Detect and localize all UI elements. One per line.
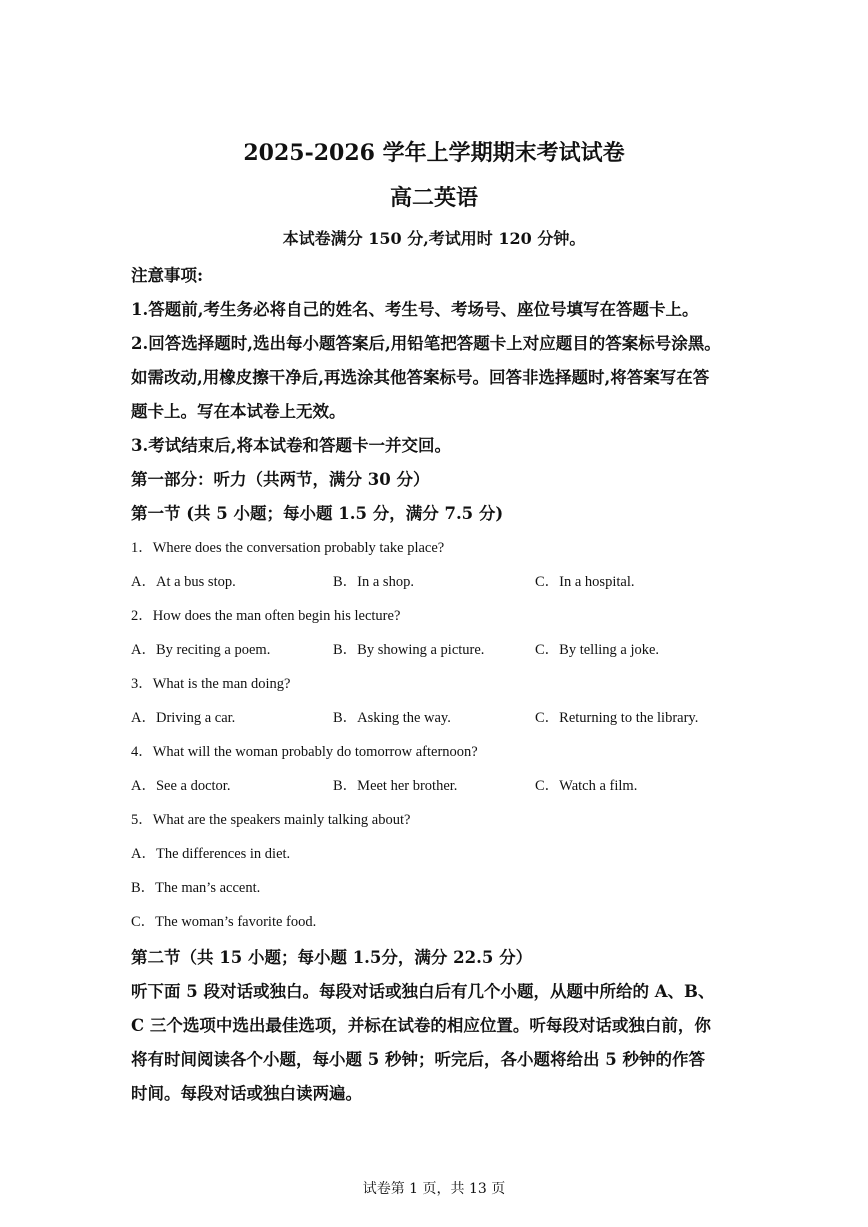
note-line: 3.考试结束后,将本试卷和答题卡一并交回。 xyxy=(131,436,451,455)
note-line: 2.回答选择题时,选出每小题答案后,用铅笔把答题卡上对应题目的答案标号涂黑。 xyxy=(131,334,721,353)
note-line: 1.答题前,考生务必将自己的姓名、考生号、考场号、座位号填写在答题卡上。 xyxy=(131,300,699,319)
part1-heading: 第一部分：听力（共两节，满分 30 分） xyxy=(131,470,430,489)
question-5: 5．What are the speakers mainly talking about? xyxy=(131,812,411,828)
note-line: 题卡上。写在本试卷上无效。 xyxy=(131,402,346,421)
question-1: 1．Where does the conversation probably take place? xyxy=(131,540,445,556)
section2-line: 时间。每段对话或独白读两遍。 xyxy=(131,1084,362,1103)
option-b: B．By showing a picture. xyxy=(333,642,485,658)
option-b: B．Asking the way. xyxy=(333,710,451,726)
exam-subject: 高二英语 xyxy=(389,185,478,211)
option-c: C．By telling a joke. xyxy=(535,642,660,658)
option-a: A．The differences in diet. xyxy=(131,846,291,862)
option-a: A．See a doctor. xyxy=(131,778,231,794)
exam-info: 本试卷满分 150 分,考试用时 120 分钟。 xyxy=(282,229,586,248)
section2-heading: 第二节（共 15 小题；每小题 1.5分，满分 22.5 分） xyxy=(131,948,533,967)
option-c: C．Returning to the library. xyxy=(535,710,699,726)
question-4: 4．What will the woman probably do tomorrow afternoon? xyxy=(131,744,478,760)
option-a: A．Driving a car. xyxy=(131,710,236,726)
option-c: C．In a hospital. xyxy=(535,574,635,590)
option-b: B．The man’s accent. xyxy=(131,880,261,896)
notes-heading: 注意事项: xyxy=(131,266,204,285)
option-a: A．At a bus stop. xyxy=(131,574,236,590)
note-line: 如需改动,用橡皮擦干净后,再选涂其他答案标号。回答非选择题时,将答案写在答 xyxy=(131,368,710,387)
option-b: B．In a shop. xyxy=(333,574,414,590)
section2-line: C 三个选项中选出最佳选项，并标在试卷的相应位置。听每段对话或独白前，你 xyxy=(131,1016,711,1035)
question-2: 2．How does the man often begin his lecture? xyxy=(131,608,401,624)
section2-line: 听下面 5 段对话或独白。每段对话或独白后有几个小题，从题中所给的 A、B、 xyxy=(131,982,715,1001)
section2-line: 将有时间阅读各个小题，每小题 5 秒钟；听完后，各小题将给出 5 秒钟的作答 xyxy=(131,1050,705,1069)
exam-title: 2025-2026 学年上学期期末考试试卷 xyxy=(243,140,625,166)
section1-heading: 第一节 (共 5 小题；每小题 1.5 分，满分 7.5 分) xyxy=(131,504,504,523)
option-c: C．The woman’s favorite food. xyxy=(131,914,317,930)
question-3: 3．What is the man doing? xyxy=(131,676,291,692)
option-c: C．Watch a film. xyxy=(535,778,638,794)
page-footer: 试卷第 1 页，共 13 页 xyxy=(362,1181,506,1197)
option-b: B．Meet her brother. xyxy=(333,778,458,794)
option-a: A．By reciting a poem. xyxy=(131,642,271,658)
